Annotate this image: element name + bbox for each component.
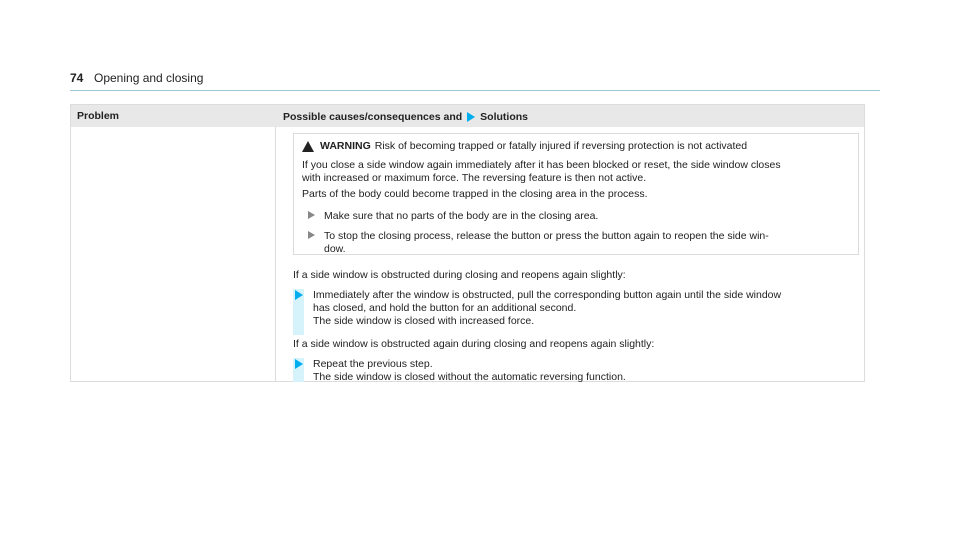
warning-para1-line1: If you close a side window again immediately after it has been blocked or reset, the side window closes (302, 159, 781, 171)
problem-table (70, 104, 865, 382)
warning-para2: Parts of the body could become trapped in the closing area in the process. (302, 188, 648, 200)
column-header-causes (283, 111, 528, 123)
warning-lead: Risk of becoming trapped or fatally injured if reversing protection is not activated (374, 140, 748, 152)
step-2-result: The side window is closed without the automatic reversing function. (313, 371, 626, 383)
bullet-arrow-icon (308, 231, 315, 239)
bullet-arrow-icon (308, 211, 315, 219)
column-divider (275, 127, 276, 382)
warning-para1-line2: with increased or maximum force. The reversing feature is then not active. (302, 172, 647, 184)
warning-label: WARNING (320, 140, 371, 152)
table-header-row (71, 105, 864, 127)
column-header-problem: Problem (77, 110, 120, 122)
step-2-text: Repeat the previous step. (313, 358, 433, 370)
intro-paragraph-2: If a side window is obstructed again during closing and reopens again slightly: (293, 338, 655, 350)
solution-step-1 (293, 289, 853, 328)
warning-bullet-1 (302, 210, 847, 223)
section-title: Opening and closing (94, 71, 204, 85)
column-header-causes-text: Possible causes/consequences and (283, 111, 463, 123)
warning-bullet-2-line2: dow. (324, 243, 346, 255)
warning-para1 (302, 159, 847, 185)
arrow-right-icon (467, 112, 475, 122)
warning-triangle-icon (302, 141, 314, 152)
step-arrow-icon (295, 359, 303, 369)
step-1-line2: has closed, and hold the button for an additional second. (313, 302, 577, 314)
page-number: 74 (70, 71, 84, 85)
warning-box (293, 133, 859, 255)
solution-step-2 (293, 358, 853, 384)
warning-bullet-2-line1: To stop the closing process, release the button or press the button again to reopen the side win- (324, 230, 769, 242)
column-header-solutions-text: Solutions (480, 111, 529, 123)
warning-heading (302, 140, 747, 153)
page-header (70, 71, 880, 91)
intro-paragraph-1: If a side window is obstructed during closing and reopens again slightly: (293, 269, 626, 281)
step-arrow-icon (295, 290, 303, 300)
warning-bullet-2 (302, 230, 847, 256)
step-1-result: The side window is closed with increased force. (313, 315, 535, 327)
step-1-line1: Immediately after the window is obstructed, pull the corresponding button again until the side window (313, 289, 782, 301)
warning-bullet-1-text: Make sure that no parts of the body are in the closing area. (324, 210, 599, 222)
